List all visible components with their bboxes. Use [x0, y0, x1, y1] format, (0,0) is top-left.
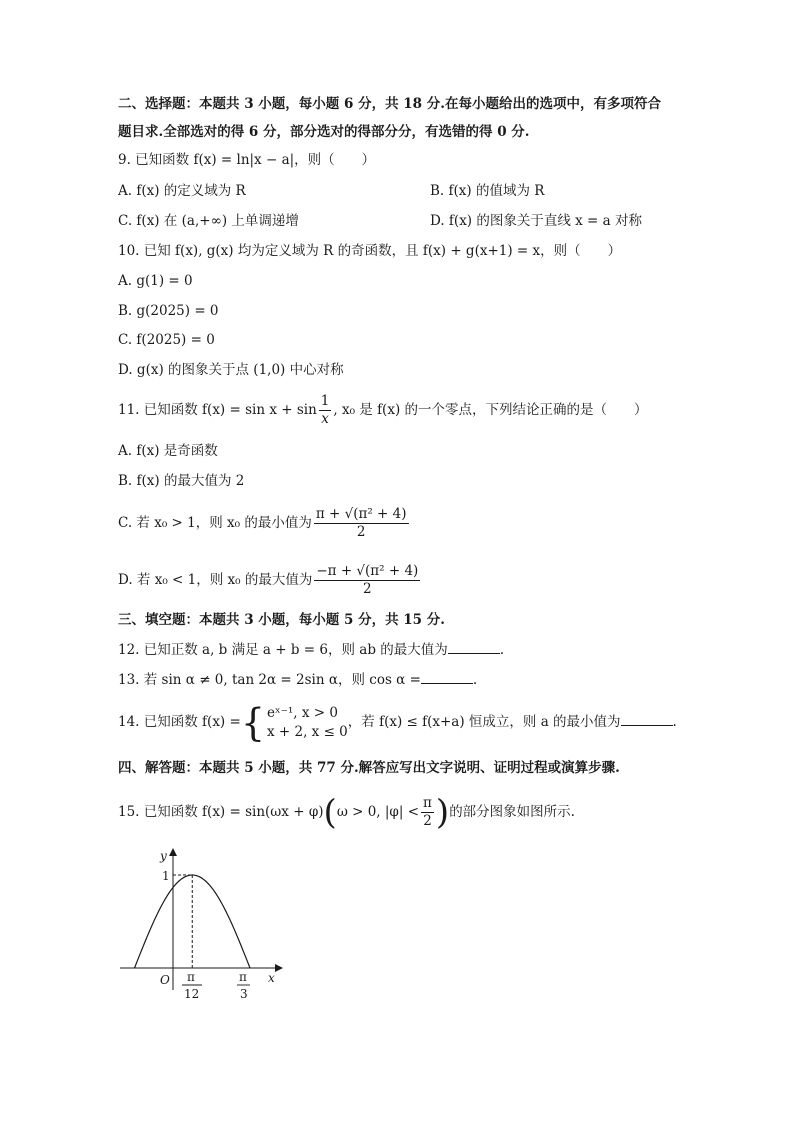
q11-stem-post: , x₀ 是 f(x) 的一个零点，下列结论正确的是（ ）: [333, 402, 648, 418]
q11-c-den: 2: [356, 524, 366, 540]
q10-option-d: D. g(x) 的图象关于点 (1,0) 中心对称: [118, 362, 344, 378]
q11-option-b: B. f(x) 的最大值为 2: [118, 473, 245, 489]
q15-text-post: 的部分图象如图所示.: [449, 804, 575, 820]
x-tick-pi-over-3: [237, 970, 250, 1001]
x-tick-pi3-den: 3: [240, 987, 248, 1001]
q13-end: .: [472, 672, 478, 688]
x-tick-pi12-den: 12: [184, 987, 200, 1001]
q11-fraction: [319, 393, 332, 428]
q9-stem: 9. 已知函数 f(x) = ln|x − a|，则（ ）: [118, 152, 376, 168]
section3-heading: 三、填空题：本题共 3 小题，每小题 5 分，共 15 分.: [118, 612, 445, 628]
q12-text: 12. 已知正数 a, b 满足 a + b = 6，则 ab 的最大值为: [118, 642, 448, 658]
q10-option-b: B. g(2025) = 0: [118, 303, 219, 319]
x-tick-pi12-num: π: [187, 970, 195, 984]
q15-cond-fraction: [421, 795, 434, 830]
q10-option-a: A. g(1) = 0: [118, 273, 193, 289]
q9-option-d: D. f(x) 的图象关于直线 x = a 对称: [430, 213, 642, 229]
q9-option-a: A. f(x) 的定义域为 R: [118, 183, 246, 199]
sine-graph: [110, 840, 290, 1005]
section2-heading-line2: 题目求.全部选对的得 6 分，部分选对的得部分分，有选错的得 0 分.: [118, 124, 530, 140]
q15-text-pre: 15. 已知函数 f(x) = sin(ωx + φ): [118, 804, 324, 820]
q13-text: 13. 若 sin α ≠ 0, tan 2α = 2sin α，则 cos α =: [118, 672, 421, 688]
q15-cond-den: 2: [423, 813, 432, 829]
q13-answer-blank[interactable]: [421, 671, 473, 684]
q15-cond: ω > 0, |φ| <: [336, 804, 420, 820]
q14-answer-blank[interactable]: [621, 713, 673, 726]
q14-brace: {: [240, 700, 265, 745]
x-axis-arrow-icon: [275, 964, 283, 972]
y-tick-label-1: 1: [162, 869, 170, 883]
q11-stem: [118, 392, 648, 428]
q14-case1: eˣ⁻¹, x > 0: [267, 704, 338, 721]
q12-line: [118, 640, 504, 660]
q14-text-pre: 14. 已知函数 f(x) =: [118, 714, 241, 730]
y-axis-arrow-icon: [169, 848, 177, 856]
q10-stem: 10. 已知 f(x), g(x) 均为定义域为 R 的奇函数，且 f(x) + g(x+1) = x，则（ ）: [118, 243, 622, 259]
q10-option-c: C. f(2025) = 0: [118, 332, 215, 348]
y-axis-label: y: [160, 849, 167, 863]
q11-d-fraction: [314, 563, 420, 598]
q15-left-paren: (: [323, 792, 337, 833]
q11-frac-num: 1: [320, 393, 330, 409]
q11-c-pre: C. 若 x₀ > 1，则 x₀ 的最小值为: [118, 515, 312, 531]
q14-cases: [267, 704, 348, 742]
q12-end: .: [499, 642, 505, 658]
q11-c-num: π + √(π² + 4): [315, 506, 407, 522]
origin-label: O: [160, 973, 170, 987]
q11-d-den: 2: [363, 581, 372, 597]
q14-end: .: [672, 714, 677, 730]
q13-line: [118, 670, 477, 690]
q12-answer-blank[interactable]: [448, 641, 500, 654]
x-axis-label: x: [268, 971, 275, 985]
section4-heading: 四、解答题：本题共 5 小题，共 77 分.解答应写出文字说明、证明过程或演算步骤.: [118, 760, 620, 776]
q14-text-post: ，若 f(x) ≤ f(x+a) 恒成立，则 a 的最小值为: [347, 714, 621, 730]
q9-option-b: B. f(x) 的值域为 R: [430, 183, 545, 199]
q9-option-c: C. f(x) 在 (a,+∞) 上单调递增: [118, 213, 299, 229]
q14-case2: x + 2, x ≤ 0: [267, 723, 348, 740]
x-tick-pi3-num: π: [239, 970, 247, 984]
q15-right-paren: ): [435, 792, 450, 833]
q11-frac-den: x: [321, 411, 329, 427]
q11-option-c: [118, 503, 411, 543]
q15-cond-num: π: [423, 795, 432, 811]
q11-d-pre: D. 若 x₀ < 1，则 x₀ 的最大值为: [118, 572, 313, 588]
section2-heading-line1: 二、选择题：本题共 3 小题，每小题 6 分，共 18 分.在每小题给出的选项中，有多项符合: [118, 96, 661, 112]
q11-d-num: −π + √(π² + 4): [316, 563, 419, 579]
q11-c-fraction: [314, 506, 409, 541]
q11-stem-pre: 11. 已知函数 f(x) = sin x + sin: [118, 402, 317, 418]
q14-line: [118, 700, 677, 744]
q11-option-d: [118, 560, 422, 600]
q11-option-a: A. f(x) 是奇函数: [118, 443, 218, 459]
x-tick-pi-over-12: [182, 970, 202, 1001]
q15-stem: [118, 790, 575, 835]
